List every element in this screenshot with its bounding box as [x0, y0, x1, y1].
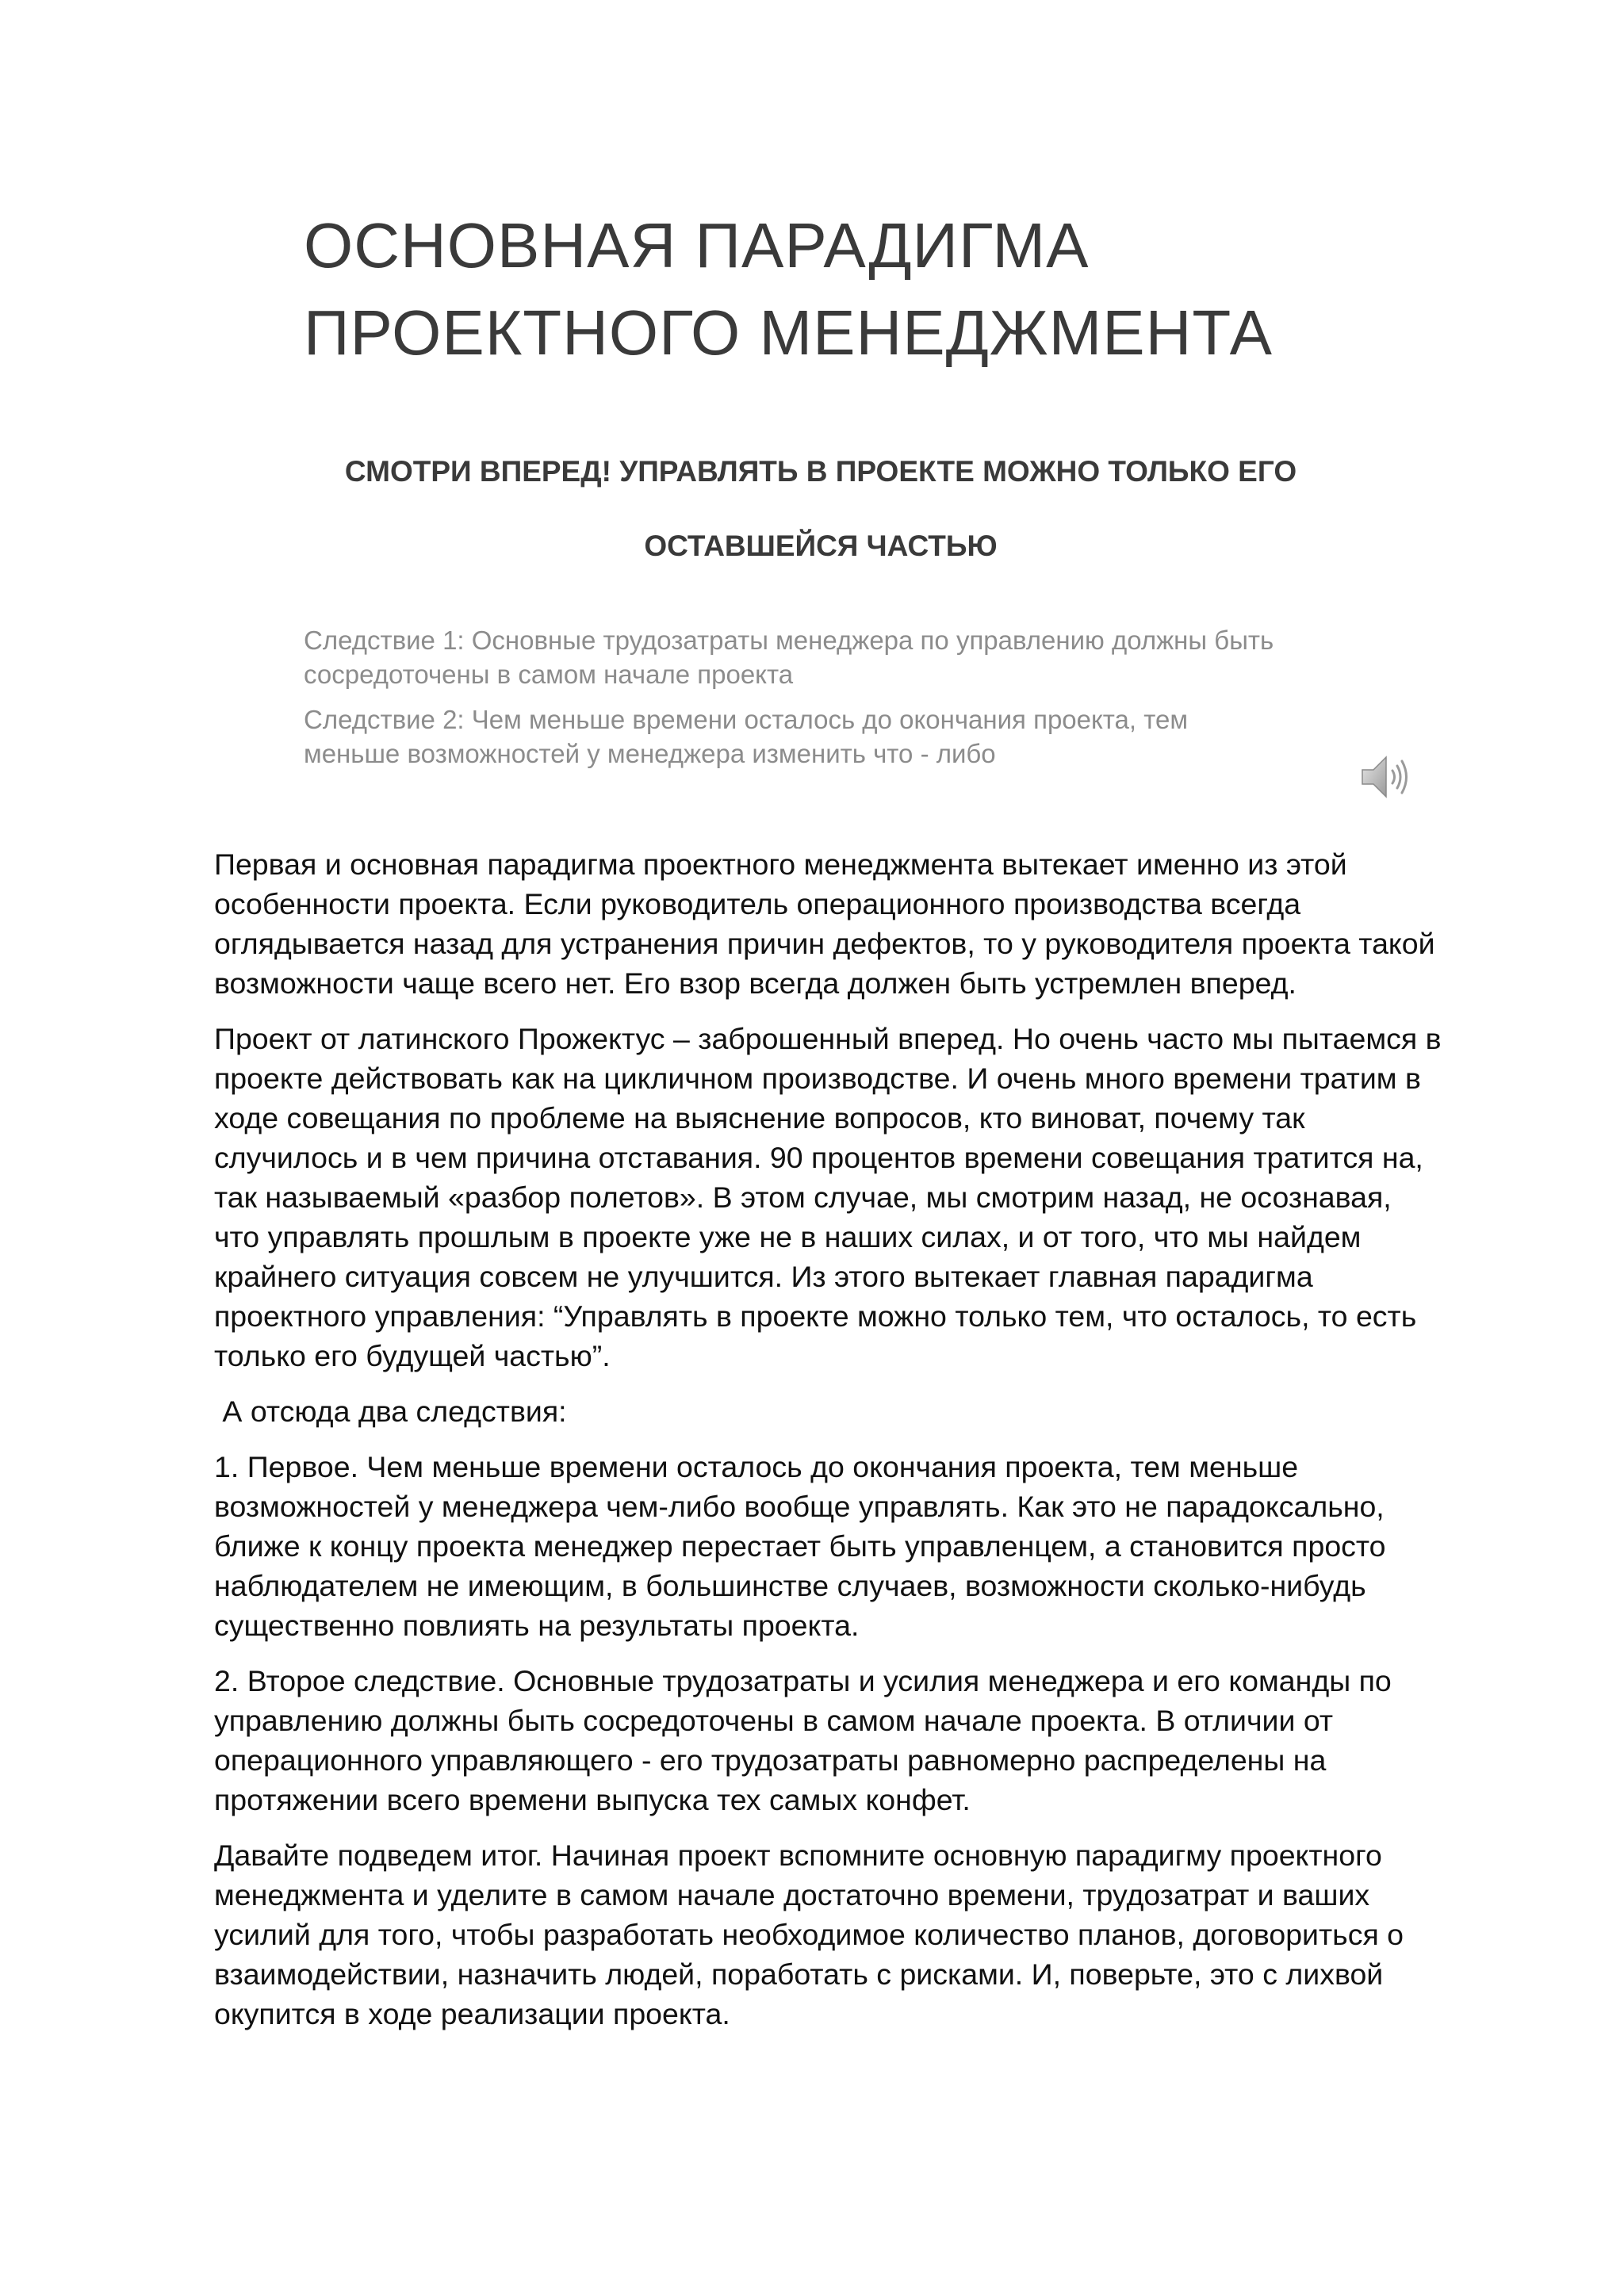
- paragraph-2-line: так называемый «разбор полетов». В этом случае, мы смотрим назад, не осознавая,: [214, 1181, 1392, 1214]
- paragraph-6-line: усилий для того, чтобы разработать необходимое количество планов, договориться о: [214, 1918, 1404, 1951]
- paragraph-5-line: протяжении всего времени выпуска тех самых конфет.: [214, 1783, 971, 1816]
- paragraph-2-line: крайнего ситуация совсем не улучшится. Из этого вытекает главная парадигма: [214, 1260, 1313, 1293]
- paragraph-2-line: проектного управления: “Управлять в проекте можно только тем, что осталось, то есть: [214, 1299, 1417, 1333]
- speaker-icon[interactable]: [1358, 749, 1413, 805]
- corollary-1-line-1: Следствие 1: Основные трудозатраты менеджера по управлению должны быть: [304, 626, 1274, 655]
- paragraph-2: [214, 1019, 1451, 1376]
- paragraph-1-line: особенности проекта. Если руководитель операционного производства всегда: [214, 887, 1301, 920]
- corollary-2: [304, 702, 1430, 771]
- paragraph-4-line: наблюдателем не имеющим, в большинстве случаев, возможности сколько-нибудь: [214, 1569, 1366, 1602]
- paragraph-4-line: 1. Первое. Чем меньше времени осталось до окончания проекта, тем меньше: [214, 1450, 1299, 1483]
- paragraph-4: [214, 1447, 1451, 1645]
- paragraph-3: [214, 1391, 1451, 1431]
- slide-title-line-2: ПРОЕКТНОГО МЕНЕДЖМЕНТА: [304, 297, 1273, 368]
- paragraph-4-line: ближе к концу проекта менеджер перестает быть управленцем, а становится просто: [214, 1529, 1386, 1563]
- paragraph-1-line: Первая и основная парадигма проектного менеджмента вытекает именно из этой: [214, 848, 1347, 881]
- paragraph-3-line: А отсюда два следствия:: [214, 1395, 567, 1428]
- paragraph-5: [214, 1661, 1451, 1820]
- paragraph-5-line: управлению должны быть сосредоточены в самом начале проекта. В отличии от: [214, 1704, 1334, 1737]
- paragraph-6-line: взаимодействии, назначить людей, поработать с рисками. И, поверьте, это с лихвой: [214, 1957, 1384, 1991]
- paragraph-1: [214, 844, 1451, 1003]
- paragraph-5-line: операционного управляющего - его трудозатраты равномерно распределены на: [214, 1743, 1327, 1777]
- paragraph-1-line: возможности чаще всего нет. Его взор всегда должен быть устремлен вперед.: [214, 966, 1297, 1000]
- slide-subtitle-line-2: ОСТАВШЕЙСЯ ЧАСТЬЮ: [644, 530, 998, 562]
- paragraph-2-line: случилось и в чем причина отставания. 90 процентов времени совещания тратится на,: [214, 1141, 1423, 1174]
- paragraph-2-line: ходе совещания по проблеме на выяснение вопросов, кто виноват, почему так: [214, 1101, 1305, 1135]
- paragraph-4-line: существенно повлиять на результаты проекта.: [214, 1609, 860, 1642]
- slide-title-line-1: ОСНОВНАЯ ПАРАДИГМА: [304, 210, 1090, 281]
- body-text: [214, 844, 1451, 2049]
- speaker-icon-graphic: [1358, 749, 1413, 805]
- paragraph-6: [214, 1835, 1451, 2034]
- slide-subtitle-line-1: СМОТРИ ВПЕРЕД! УПРАВЛЯТЬ В ПРОЕКТЕ МОЖНО ТОЛЬКО ЕГО: [344, 455, 1297, 488]
- paragraph-6-line: Давайте подведем итог. Начиная проект вспомните основную парадигму проектного: [214, 1839, 1382, 1872]
- corollary-2-line-1: Следствие 2: Чем меньше времени осталось до окончания проекта, тем: [304, 705, 1189, 734]
- paragraph-2-line: только его будущей частью”.: [214, 1339, 611, 1372]
- paragraph-5-line: 2. Второе следствие. Основные трудозатраты и усилия менеджера и его команды по: [214, 1664, 1392, 1697]
- paragraph-4-line: возможностей у менеджера чем-либо вообще управлять. Как это не парадоксально,: [214, 1490, 1385, 1523]
- slide-subtitle: [238, 434, 1404, 584]
- paragraph-6-line: менеджмента и уделите в самом начале достаточно времени, трудозатрат и ваших: [214, 1878, 1370, 1911]
- corollary-1: [304, 623, 1430, 691]
- corollary-2-line-2: меньше возможностей у менеджера изменить что - либо: [304, 739, 996, 768]
- slide-title: [304, 202, 1414, 377]
- paragraph-2-line: что управлять прошлым в проекте уже не в наших силах, и от того, что мы найдем: [214, 1220, 1362, 1253]
- paragraph-2-line: Проект от латинского Прожектус – заброшенный вперед. Но очень часто мы пытаемся в: [214, 1022, 1442, 1055]
- corollary-1-line-2: сосредоточены в самом начале проекта: [304, 660, 794, 689]
- paragraph-6-line: окупится в ходе реализации проекта.: [214, 1997, 730, 2030]
- paragraph-1-line: оглядывается назад для устранения причин дефектов, то у руководителя проекта такой: [214, 927, 1435, 960]
- paragraph-2-line: проекте действовать как на цикличном производстве. И очень много времени тратим в: [214, 1062, 1421, 1095]
